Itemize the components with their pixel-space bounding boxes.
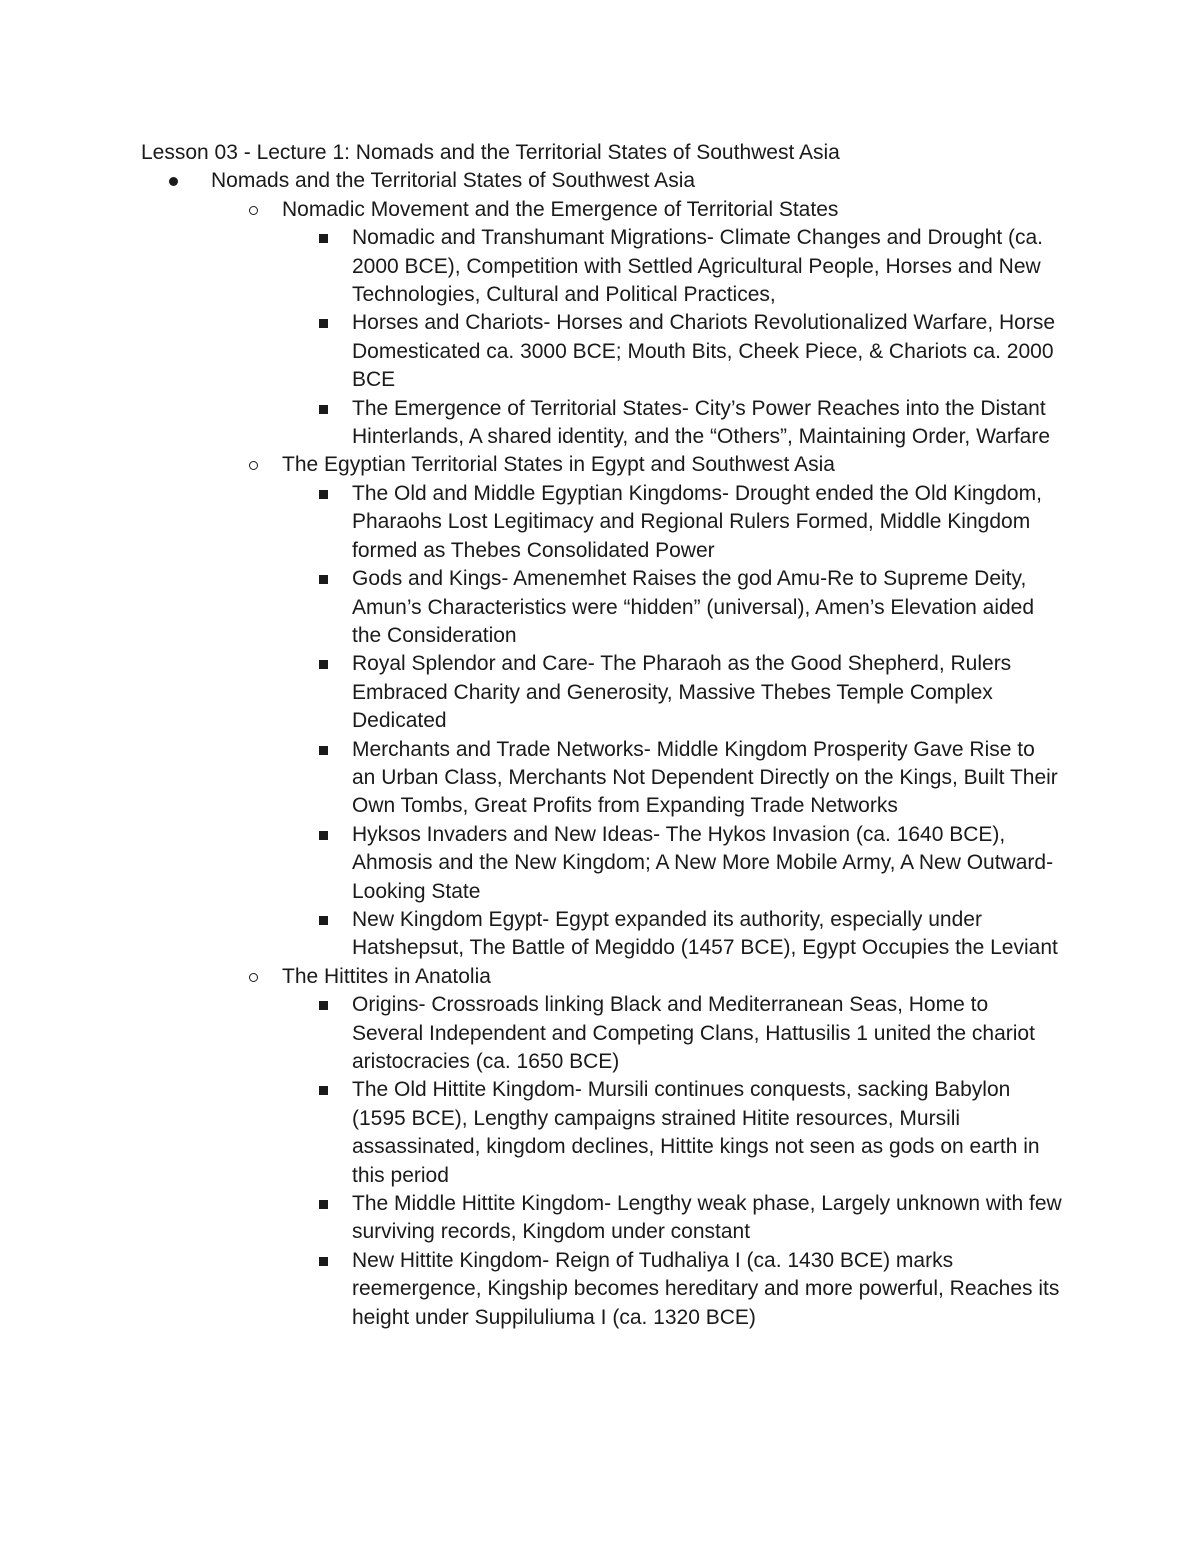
- topic-item: [141, 565, 1071, 650]
- topic-text: The Old and Middle Egyptian Kingdoms- Drought ended the Old Kingdom, Pharaohs Lost Legitimacy and Regional Rulers Formed, Middle Kingdom formed as Thebes Consolidated Power: [352, 481, 1042, 562]
- topic-text: Merchants and Trade Networks- Middle Kingdom Prosperity Gave Rise to an Urban Class, Merchants Not Dependent Directly on the Kings, Built Their Own Tombs, Great Profits from Expanding Trade Networks: [352, 737, 1058, 818]
- topic-item: [141, 736, 1071, 821]
- topic-list: [141, 224, 1071, 451]
- topic-text: The Emergence of Territorial States- City’s Power Reaches into the Distant Hinterlands, A shared identity, and the “Others”, Maintaining Order, Warfare: [352, 396, 1051, 449]
- topic-item: [141, 906, 1071, 963]
- topic-item: [141, 991, 1071, 1076]
- topic-text: Origins- Crossroads linking Black and Mediterranean Seas, Home to Several Independent and Competing Clans, Hattusilis 1 united the chariot aristocracies (ca. 1650 BCE): [352, 993, 1035, 1073]
- topic-item: [141, 309, 1071, 394]
- square-bullet-icon: [319, 405, 328, 414]
- topic-list: [141, 991, 1071, 1332]
- square-bullet-icon: [319, 575, 328, 584]
- section-heading: The Hittites in Anatolia: [282, 964, 491, 988]
- square-bullet-icon: [319, 746, 328, 755]
- topic-text: Gods and Kings- Amenemhet Raises the god Amu-Re to Supreme Deity, Amun’s Characteristics were “hidden” (universal), Amen’s Elevation aided the Consideration: [352, 567, 1035, 647]
- topic-text: New Hittite Kingdom- Reign of Tudhaliya I (ca. 1430 BCE) marks reemergence, Kingship becomes hereditary and more powerful, Reaches its height under Suppiluliuma I (ca. 1320 BCE): [352, 1248, 1060, 1329]
- topic-item: [141, 1190, 1071, 1247]
- outline-item-level1: [141, 167, 1071, 1332]
- square-bullet-icon: [319, 490, 328, 499]
- topic-item: [141, 480, 1071, 565]
- section-item: [141, 963, 1071, 1332]
- square-bullet-icon: [319, 831, 328, 840]
- document-page: [141, 139, 1071, 1332]
- topic-text: The Old Hittite Kingdom- Mursili continues conquests, sacking Babylon (1595 BCE), Lengthy campaigns strained Hitite resources, Mursili assassinated, kingdom declines, Hittite kings not seen as gods on earth in this period: [352, 1078, 1040, 1187]
- outline-list: [141, 167, 1071, 1332]
- document-title: Lesson 03 - Lecture 1: Nomads and the Territorial States of Southwest Asia: [141, 141, 840, 164]
- section-item: [141, 451, 1071, 962]
- square-bullet-icon: [319, 1086, 328, 1095]
- topic-text: Nomadic and Transhumant Migrations- Climate Changes and Drought (ca. 2000 BCE), Competition with Settled Agricultural People, Horses and New Technologies, Cultural and Political Practices,: [352, 226, 1044, 307]
- topic-text: New Kingdom Egypt- Egypt expanded its authority, especially under Hatshepsut, The Battle of Megiddo (1457 BCE), Egypt Occupies the Leviant: [352, 907, 1058, 960]
- disc-bullet-icon: [169, 177, 178, 186]
- section-heading: The Egyptian Territorial States in Egypt and Southwest Asia: [282, 453, 835, 477]
- square-bullet-icon: [319, 1001, 328, 1010]
- topic-item: [141, 821, 1071, 906]
- section-list: [141, 196, 1071, 1332]
- outline-heading: Nomads and the Territorial States of Southwest Asia: [211, 169, 696, 193]
- square-bullet-icon: [319, 1200, 328, 1209]
- section-item: [141, 196, 1071, 452]
- topic-text: Horses and Chariots- Horses and Chariots Revolutionalized Warfare, Horse Domesticated ca. 3000 BCE; Mouth Bits, Cheek Piece, & Chariots ca. 2000 BCE: [352, 311, 1056, 392]
- topic-text: Royal Splendor and Care- The Pharaoh as the Good Shepherd, Rulers Embraced Charity and Generosity, Massive Thebes Temple Complex Dedicated: [352, 652, 1012, 733]
- square-bullet-icon: [319, 660, 328, 669]
- circle-bullet-icon: [249, 461, 258, 470]
- topic-list: [141, 480, 1071, 963]
- square-bullet-icon: [319, 1257, 328, 1266]
- square-bullet-icon: [319, 916, 328, 925]
- square-bullet-icon: [319, 319, 328, 328]
- topic-item: [141, 650, 1071, 735]
- topic-item: [141, 1076, 1071, 1190]
- circle-bullet-icon: [249, 206, 258, 215]
- topic-item: [141, 224, 1071, 309]
- topic-text: Hyksos Invaders and New Ideas- The Hykos Invasion (ca. 1640 BCE), Ahmosis and the New Kingdom; A New More Mobile Army, A New Outward-Looking State: [352, 822, 1054, 903]
- topic-item: [141, 395, 1071, 452]
- topic-text: The Middle Hittite Kingdom- Lengthy weak phase, Largely unknown with few surviving records, Kingdom under constant: [352, 1192, 1062, 1244]
- topic-item: [141, 1247, 1071, 1332]
- circle-bullet-icon: [249, 973, 258, 982]
- section-heading: Nomadic Movement and the Emergence of Territorial States: [282, 197, 839, 221]
- square-bullet-icon: [319, 234, 328, 243]
